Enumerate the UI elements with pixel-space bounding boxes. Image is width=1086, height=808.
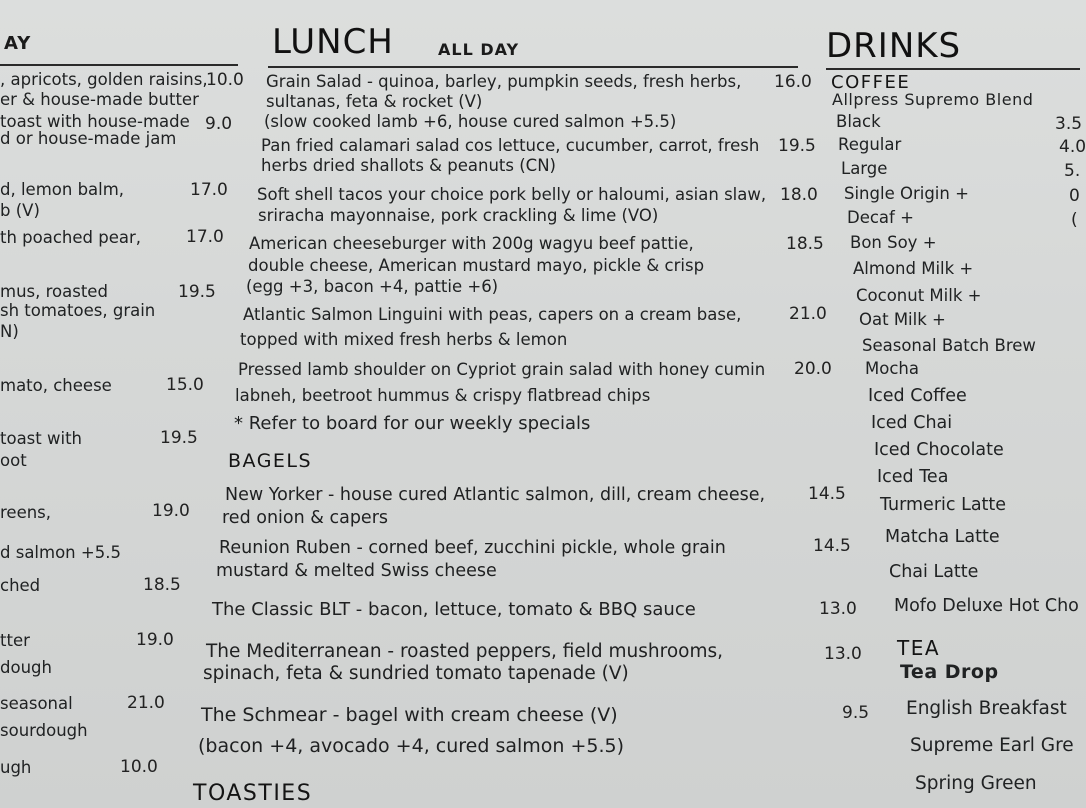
left-line: b (V) bbox=[0, 201, 40, 220]
coffee-item-price: 3.5 bbox=[1055, 114, 1083, 134]
lunch-item-line: Pressed lamb shoulder on Cypriot grain salad with honey cumin bbox=[238, 360, 766, 379]
left-line: d or house-made jam bbox=[0, 129, 177, 148]
left-line: seasonal bbox=[0, 694, 73, 713]
coffee-item-name: Turmeric Latte bbox=[880, 495, 1007, 515]
tea-item-name: English Breakfast bbox=[906, 698, 1067, 719]
coffee-item-name: Matcha Latte bbox=[885, 527, 1000, 547]
lunch-item-price: 19.5 bbox=[778, 136, 816, 156]
lunch-item-line: (slow cooked lamb +6, house cured salmon +5.5) bbox=[264, 112, 677, 131]
lunch-item-line: Pan fried calamari salad cos lettuce, cucumber, carrot, fresh bbox=[261, 136, 760, 155]
coffee-item-name: Seasonal Batch Brew bbox=[862, 336, 1036, 355]
left-price: 21.0 bbox=[127, 693, 165, 713]
lunch-item-line: sriracha mayonnaise, pork crackling & lime (VO) bbox=[258, 206, 659, 225]
drinks-title: DRINKS bbox=[826, 26, 962, 66]
left-line: toast with bbox=[0, 429, 82, 448]
lunch-subtitle: ALL DAY bbox=[438, 40, 520, 59]
left-line: ched bbox=[0, 576, 41, 595]
bagel-item-line: The Schmear - bagel with cream cheese (V) bbox=[201, 704, 618, 726]
tea-subtitle: Tea Drop bbox=[900, 661, 999, 683]
coffee-item-name: Decaf + bbox=[847, 208, 914, 227]
left-line: ugh bbox=[0, 758, 32, 777]
lunch-title: LUNCH bbox=[272, 22, 394, 62]
toasties-title: TOASTIES bbox=[193, 781, 313, 806]
tea-item-name: Supreme Earl Gre bbox=[910, 735, 1074, 756]
left-price: 19.5 bbox=[160, 428, 198, 448]
drinks-heading-rule bbox=[826, 68, 1080, 70]
left-price: 17.0 bbox=[190, 180, 228, 200]
bagel-item-line: red onion & capers bbox=[222, 508, 389, 528]
coffee-item-name: Single Origin + bbox=[844, 184, 969, 203]
coffee-item-price: 0 bbox=[1069, 186, 1080, 206]
bagel-item-line: New Yorker - house cured Atlantic salmon, dill, cream cheese, bbox=[225, 485, 766, 505]
coffee-item-name: Coconut Milk + bbox=[856, 286, 982, 305]
coffee-item-name: Chai Latte bbox=[889, 562, 979, 582]
coffee-item-name: Iced Coffee bbox=[868, 386, 967, 406]
bagel-item-line: The Mediterranean - roasted peppers, field mushrooms, bbox=[206, 641, 724, 662]
tea-item-name: Spring Green bbox=[915, 773, 1037, 794]
bagel-item-line: (bacon +4, avocado +4, cured salmon +5.5) bbox=[198, 735, 625, 757]
coffee-item-name: Iced Chocolate bbox=[874, 440, 1004, 460]
lunch-item-line: labneh, beetroot hummus & crispy flatbread chips bbox=[235, 386, 651, 405]
left-line: oot bbox=[0, 451, 27, 470]
coffee-item-name: Black bbox=[836, 112, 881, 131]
coffee-item-price: 4.0 bbox=[1059, 137, 1086, 157]
lunch-item-line: American cheeseburger with 200g wagyu beef pattie, bbox=[249, 234, 694, 253]
left-line: reens, bbox=[0, 503, 52, 522]
left-line: sourdough bbox=[0, 721, 88, 740]
left-line: , apricots, golden raisins, bbox=[0, 70, 208, 89]
left-price: 10.0 bbox=[206, 70, 244, 90]
breakfast-heading-fragment: AY bbox=[4, 33, 32, 54]
lunch-item-price: 21.0 bbox=[789, 304, 827, 324]
lunch-item-line: herbs dried shallots & peanuts (CN) bbox=[261, 156, 556, 175]
bagel-item-price: 9.5 bbox=[842, 703, 870, 723]
bagel-item-price: 13.0 bbox=[824, 644, 862, 664]
coffee-item-name: Almond Milk + bbox=[853, 259, 974, 278]
bagel-item-price: 14.5 bbox=[813, 536, 851, 556]
left-line: toast with house-made bbox=[0, 112, 190, 131]
left-price: 17.0 bbox=[186, 227, 224, 247]
tea-title: TEA bbox=[897, 636, 941, 660]
left-line: d, lemon balm, bbox=[0, 180, 125, 199]
lunch-heading-rule bbox=[268, 66, 798, 68]
bagels-title: BAGELS bbox=[228, 450, 313, 472]
left-heading-rule bbox=[0, 64, 238, 66]
coffee-item-name: Mofo Deluxe Hot Cho bbox=[894, 596, 1079, 616]
coffee-item-name: Oat Milk + bbox=[859, 310, 946, 329]
bagel-item-line: mustard & melted Swiss cheese bbox=[216, 561, 497, 581]
left-line: d salmon +5.5 bbox=[0, 543, 121, 562]
coffee-item-name: Iced Chai bbox=[871, 413, 953, 433]
coffee-item-price: ( bbox=[1071, 210, 1078, 230]
lunch-item-price: 16.0 bbox=[774, 72, 812, 92]
left-line: N) bbox=[0, 322, 19, 341]
left-line: dough bbox=[0, 658, 52, 677]
coffee-item-name: Large bbox=[841, 159, 888, 178]
left-price: 19.0 bbox=[136, 630, 174, 650]
bagel-item-line: The Classic BLT - bacon, lettuce, tomato & BBQ sauce bbox=[212, 599, 696, 620]
left-price: 19.0 bbox=[152, 501, 190, 521]
lunch-item-line: Atlantic Salmon Linguini with peas, capers on a cream base, bbox=[243, 305, 742, 324]
lunch-item-line: topped with mixed fresh herbs & lemon bbox=[240, 330, 568, 349]
left-price: 18.5 bbox=[143, 575, 181, 595]
coffee-item-name: Mocha bbox=[865, 359, 919, 378]
lunch-item-line: (egg +3, bacon +4, pattie +6) bbox=[246, 277, 499, 296]
bagel-item-line: Reunion Ruben - corned beef, zucchini pickle, whole grain bbox=[219, 538, 726, 558]
coffee-item-name: Regular bbox=[838, 135, 902, 154]
bagel-item-price: 13.0 bbox=[819, 599, 857, 619]
lunch-item-line: sultanas, feta & rocket (V) bbox=[266, 92, 483, 111]
coffee-title: COFFEE bbox=[831, 72, 911, 93]
coffee-item-name: Bon Soy + bbox=[850, 233, 937, 252]
left-line: mato, cheese bbox=[0, 376, 112, 395]
coffee-item-name: Iced Tea bbox=[877, 467, 949, 487]
lunch-item-line: Grain Salad - quinoa, barley, pumpkin seeds, fresh herbs, bbox=[266, 72, 742, 91]
left-line: er & house-made butter bbox=[0, 90, 199, 109]
left-line: th poached pear, bbox=[0, 228, 142, 247]
left-line: mus, roasted bbox=[0, 282, 108, 301]
bagel-item-line: spinach, feta & sundried tomato tapenade (V) bbox=[203, 663, 629, 684]
left-price: 9.0 bbox=[205, 114, 233, 134]
lunch-item-line: double cheese, American mustard mayo, pickle & crisp bbox=[248, 256, 705, 275]
lunch-item-price: 18.5 bbox=[786, 234, 824, 254]
coffee-item-price: 5. bbox=[1064, 161, 1081, 181]
left-line: sh tomatoes, grain bbox=[0, 301, 156, 320]
bagel-item-price: 14.5 bbox=[808, 484, 846, 504]
lunch-item-price: 20.0 bbox=[794, 359, 832, 379]
specials-note: * Refer to board for our weekly specials bbox=[234, 413, 591, 434]
coffee-subtitle: Allpress Supremo Blend bbox=[832, 90, 1034, 109]
left-price: 10.0 bbox=[120, 757, 158, 777]
lunch-item-price: 18.0 bbox=[780, 185, 818, 205]
left-line: tter bbox=[0, 631, 30, 650]
left-price: 15.0 bbox=[166, 375, 204, 395]
lunch-item-line: Soft shell tacos your choice pork belly or haloumi, asian slaw, bbox=[257, 185, 767, 204]
left-price: 19.5 bbox=[178, 282, 216, 302]
